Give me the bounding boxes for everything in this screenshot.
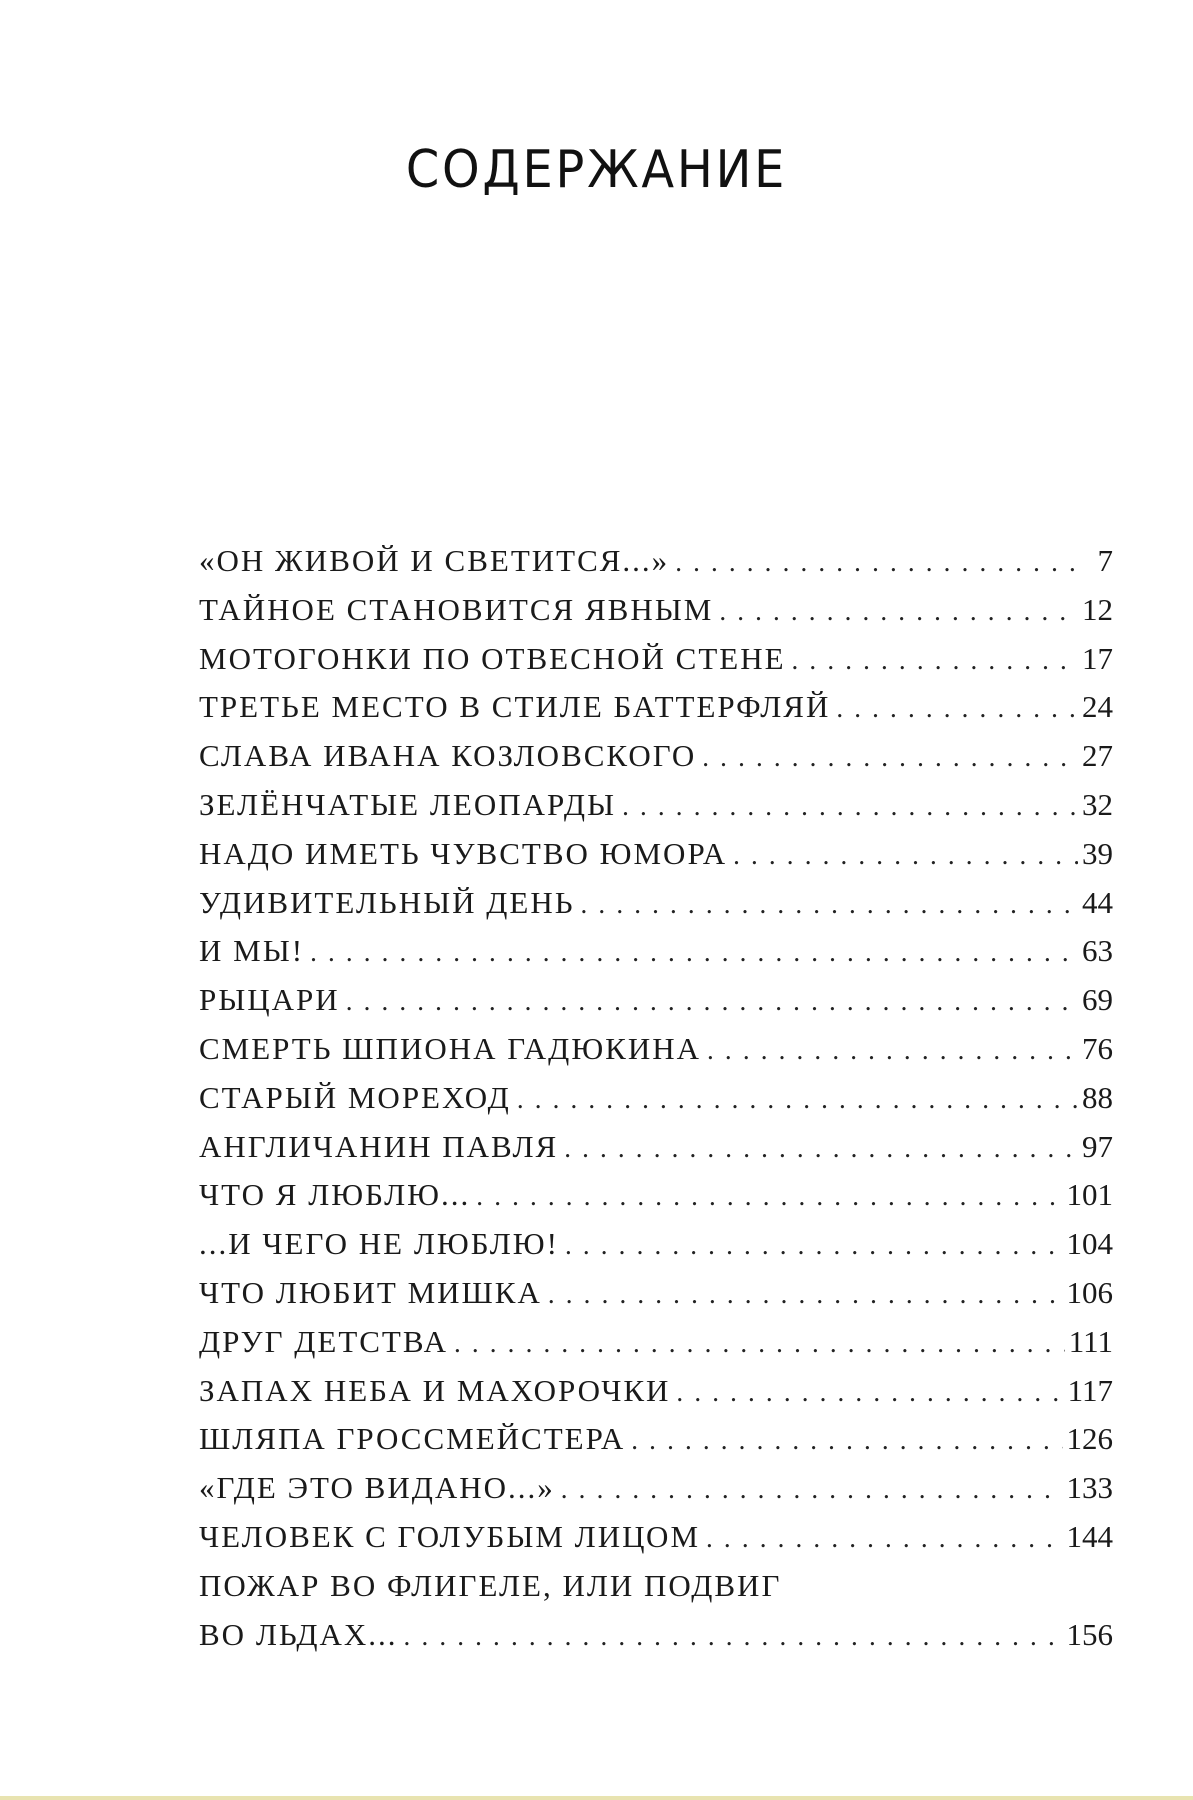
toc-entry-title: СТАРЫЙ МОРЕХОД (199, 1079, 511, 1115)
page-title: СОДЕРЖАНИЕ (405, 140, 788, 200)
toc-entry (199, 1080, 1113, 1129)
toc-entry (199, 1324, 1113, 1373)
toc-entry (199, 1129, 1113, 1178)
toc-entry (199, 1373, 1113, 1422)
toc-entry-title: СЛАВА ИВАНА КОЗЛОВСКОГО (199, 738, 697, 774)
toc-entry-title: МОТОГОНКИ ПО ОТВЕСНОЙ СТЕНЕ (199, 640, 786, 676)
toc-entry-page: 156 (1066, 1616, 1113, 1652)
toc-entry-page: 17 (1082, 640, 1113, 676)
toc-entry (199, 787, 1113, 836)
toc-entry-title: ТРЕТЬЕ МЕСТО В СТИЛЕ БАТТЕРФЛЯЙ (199, 689, 831, 725)
dot-leader (836, 693, 1078, 724)
toc-entry-title: «ГДЕ ЭТО ВИДАНО...» (199, 1470, 555, 1506)
toc-entry-title: «ОН ЖИВОЙ И СВЕТИТСЯ...» (199, 543, 670, 578)
toc-entry (199, 933, 1113, 982)
dot-leader (310, 937, 1078, 968)
toc-entry (199, 836, 1113, 885)
toc-entry (199, 1031, 1113, 1080)
toc-entry (199, 1177, 1113, 1226)
toc-entry-title: ДРУГ ДЕТСТВА (199, 1323, 448, 1359)
toc-entry-title: ЧТО Я ЛЮБЛЮ... (199, 1177, 471, 1213)
toc-entry-page: 69 (1082, 982, 1113, 1018)
toc-entry-page: 106 (1066, 1274, 1113, 1310)
dot-leader (561, 1474, 1063, 1505)
dot-leader (631, 1425, 1062, 1456)
toc-entry-page: 44 (1082, 884, 1113, 920)
toc-entry (199, 885, 1113, 934)
toc-entry-title: ЧТО ЛЮБИТ МИШКА (199, 1274, 542, 1310)
toc-entry-page: 117 (1067, 1372, 1113, 1408)
toc-entry-page: 12 (1082, 591, 1113, 627)
toc-entry-title: И МЫ! (199, 933, 305, 969)
dot-leader (346, 986, 1078, 1017)
toc-entry (199, 1470, 1113, 1519)
toc-entry-title: ...И ЧЕГО НЕ ЛЮБЛЮ! (199, 1226, 559, 1262)
dot-leader (707, 1035, 1078, 1066)
toc-entry (199, 1275, 1113, 1324)
dot-leader (676, 1377, 1063, 1408)
toc-entry-page: 144 (1066, 1518, 1113, 1554)
toc-entry (199, 1519, 1113, 1568)
toc-entry (199, 592, 1113, 641)
toc-entry-title: УДИВИТЕЛЬНЫЙ ДЕНЬ (199, 884, 575, 920)
toc-entry-title: ВО ЛЬДАХ... (199, 1616, 398, 1652)
toc-entry-title: ЗАПАХ НЕБА И МАХОРОЧКИ (199, 1372, 671, 1408)
toc-entry-page: 24 (1082, 689, 1113, 725)
dot-leader (719, 596, 1078, 627)
dot-leader (476, 1181, 1062, 1212)
toc-entry (199, 689, 1113, 738)
toc-entry-title: ЗЕЛЁНЧАТЫЕ ЛЕОПАРДЫ (199, 786, 617, 822)
dot-leader (675, 547, 1087, 578)
dot-leader (702, 742, 1078, 773)
toc-entry (199, 1226, 1113, 1275)
dot-leader (792, 645, 1078, 676)
dot-leader (622, 791, 1078, 822)
toc-entry-page: 104 (1066, 1226, 1113, 1262)
toc-entry-title: СМЕРТЬ ШПИОНА ГАДЮКИНА (199, 1030, 702, 1066)
toc-entry-page: 27 (1082, 738, 1113, 774)
toc-entry-page: 63 (1082, 933, 1113, 969)
dot-leader (404, 1621, 1063, 1652)
toc-entry-title: НАДО ИМЕТЬ ЧУВСТВО ЮМОРА (199, 835, 728, 871)
dot-leader (565, 1230, 1063, 1261)
toc-entry-title: ЧЕЛОВЕК С ГОЛУБЫМ ЛИЦОМ (199, 1518, 701, 1554)
toc-entry-page: 126 (1066, 1421, 1113, 1457)
dot-leader (706, 1523, 1062, 1554)
page-edge (0, 1796, 1193, 1800)
toc-entry-page: 32 (1082, 786, 1113, 822)
toc-entry (199, 738, 1113, 787)
toc-entry-title: ТАЙНОЕ СТАНОВИТСЯ ЯВНЫМ (199, 591, 714, 627)
toc-entry-title: ПОЖАР ВО ФЛИГЕЛЕ, ИЛИ ПОДВИГ (199, 1567, 782, 1603)
toc-entry-title: ШЛЯПА ГРОССМЕЙСТЕРА (199, 1421, 626, 1457)
toc-entry-page: 7 (1097, 543, 1113, 578)
toc-entry-title: РЫЦАРИ (199, 982, 340, 1018)
dot-leader (564, 1133, 1078, 1164)
toc-entry-page: 39 (1082, 835, 1113, 871)
toc-entry-page: 133 (1066, 1470, 1113, 1506)
toc-entry (199, 543, 1113, 592)
toc-entry (199, 1421, 1113, 1470)
toc-entry-title: АНГЛИЧАНИН ПАВЛЯ (199, 1128, 559, 1164)
toc-entry-page: 111 (1068, 1323, 1113, 1359)
toc-entry-page: 88 (1082, 1079, 1113, 1115)
toc-entry-page: 101 (1066, 1177, 1113, 1213)
dot-leader (548, 1279, 1063, 1310)
dot-leader (517, 1084, 1078, 1115)
dot-leader (733, 840, 1078, 871)
toc-entry (199, 641, 1113, 690)
toc-entry (199, 1617, 1113, 1666)
dot-leader (581, 889, 1078, 920)
toc-entry-page: 76 (1082, 1030, 1113, 1066)
dot-leader (454, 1328, 1065, 1359)
toc-entry (199, 1568, 1113, 1617)
table-of-contents (199, 543, 1113, 1665)
toc-entry-page: 97 (1082, 1128, 1113, 1164)
toc-entry (199, 982, 1113, 1031)
